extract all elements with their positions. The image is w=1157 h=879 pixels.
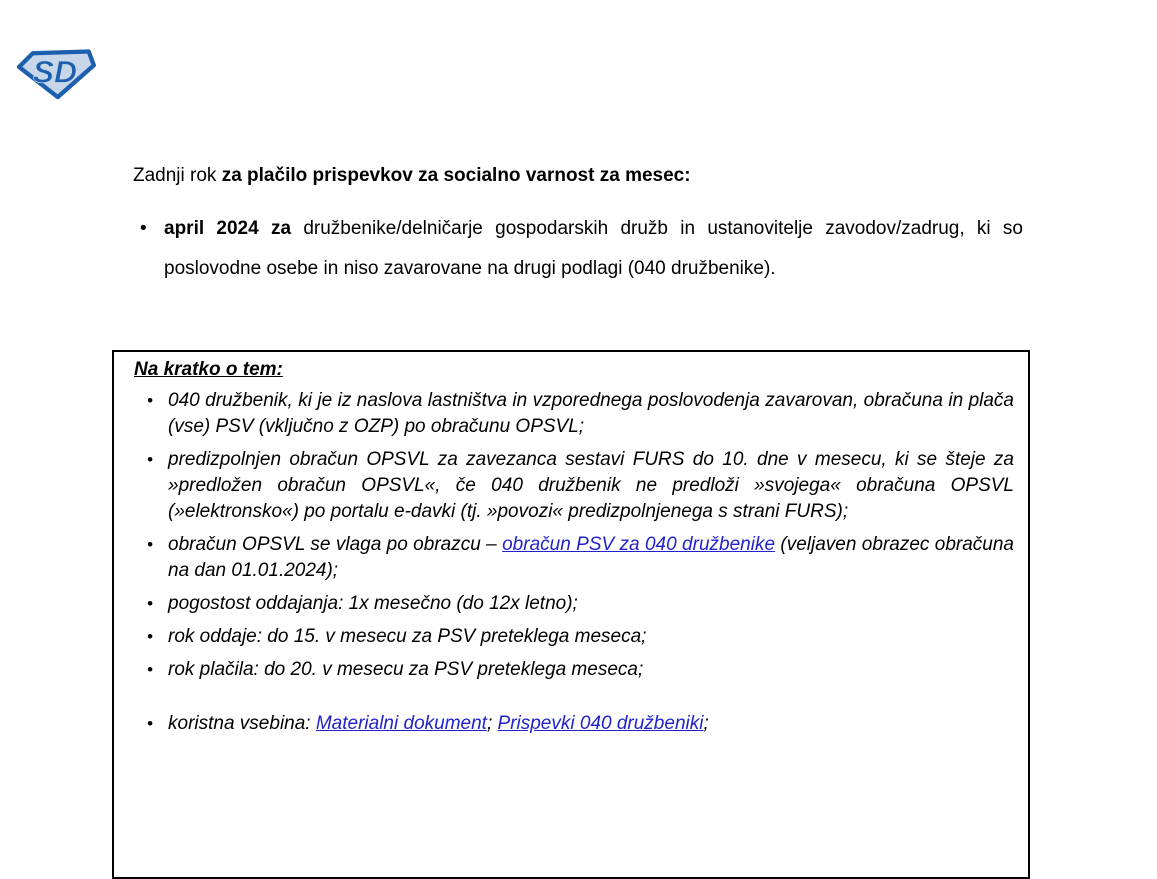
text-segment: družbenike/delničarje gospodarskih družb in ustanovitelje zavodov/zadrug, ki so poslovodne osebe in niso zavarovane na drugi podlagi (040 družbenike). xyxy=(164,218,1024,279)
hyperlink[interactable]: obračun PSV za 040 družbenike xyxy=(502,534,776,555)
sd-shield-icon xyxy=(13,43,99,103)
text-segment: (veljaven obrazec obračuna na dan 01.01.2024); xyxy=(168,534,1015,581)
box-bullet-text xyxy=(168,624,1014,650)
intro-bullet-item xyxy=(133,209,1023,289)
bullet-icon: • xyxy=(147,535,153,554)
summary-box xyxy=(112,350,1030,879)
box-bullet-item xyxy=(134,532,1014,584)
bullet-icon: • xyxy=(147,627,153,646)
text-segment: april 2024 za xyxy=(164,218,304,239)
box-bullet-item xyxy=(134,624,1014,650)
sd-logo xyxy=(13,43,99,103)
box-bullet-text xyxy=(168,532,1014,584)
box-bullet-item xyxy=(134,591,1014,617)
box-bullet-item xyxy=(134,711,1014,737)
box-bullet-item xyxy=(134,388,1014,440)
box-bullet-list xyxy=(134,388,1014,737)
page-title xyxy=(133,163,1023,189)
text-segment: ; xyxy=(703,713,709,734)
document-body xyxy=(133,163,1023,289)
box-bullet-text xyxy=(168,591,1014,617)
text-segment: za plačilo prispevkov za socialno varnost za mesec: xyxy=(221,165,691,186)
text-segment: 040 družbenik, ki je iz naslova lastništva in vzporednega poslovodenja zavarovan, obračuna in plača (vse) PSV (vključno z OZP) po obračunu OPSVL; xyxy=(168,390,1014,437)
hyperlink[interactable]: Prispevki 040 družbeniki xyxy=(497,713,704,734)
box-bullet-item xyxy=(134,447,1014,525)
text-segment: rok oddaje: do 15. v mesecu za PSV preteklega meseca; xyxy=(168,626,647,647)
text-segment: Zadnji rok xyxy=(133,165,222,186)
bullet-icon: • xyxy=(147,660,153,679)
intro-bullet-text xyxy=(164,209,1023,289)
box-bullet-text xyxy=(168,447,1014,525)
hyperlink[interactable]: Materialni dokument xyxy=(315,713,487,734)
text-segment: predizpolnjen obračun OPSVL za zavezanca sestavi FURS do 10. dne v mesecu, ki se šteje za »predložen obračun OPSVL«, če 040 družbenik ne predloži »svojega« obračuna OPSVL (»elektronsko«) po portalu e-davki (tj. »povozi« predizpolnjenega s strani FURS); xyxy=(168,449,1014,522)
bullet-icon: • xyxy=(147,594,153,613)
box-bullet-text xyxy=(168,711,1014,737)
text-segment: pogostost oddajanja: 1x mesečno (do 12x letno); xyxy=(168,593,578,614)
text-segment: rok plačila: do 20. v mesecu za PSV preteklega meseca; xyxy=(168,659,644,680)
logo-letters: SD xyxy=(32,53,77,90)
text-segment: koristna vsebina: xyxy=(168,713,316,734)
bullet-icon: • xyxy=(147,714,153,733)
bullet-icon: • xyxy=(140,218,147,239)
box-bullet-text xyxy=(168,657,1014,683)
text-segment: obračun OPSVL se vlaga po obrazcu – xyxy=(168,534,503,555)
box-bullet-item xyxy=(134,657,1014,683)
bullet-icon: • xyxy=(147,391,153,410)
box-bullet-text xyxy=(168,388,1014,440)
box-title: Na kratko o tem: xyxy=(134,359,283,380)
text-segment: ; xyxy=(486,713,498,734)
bullet-icon: • xyxy=(147,450,153,469)
